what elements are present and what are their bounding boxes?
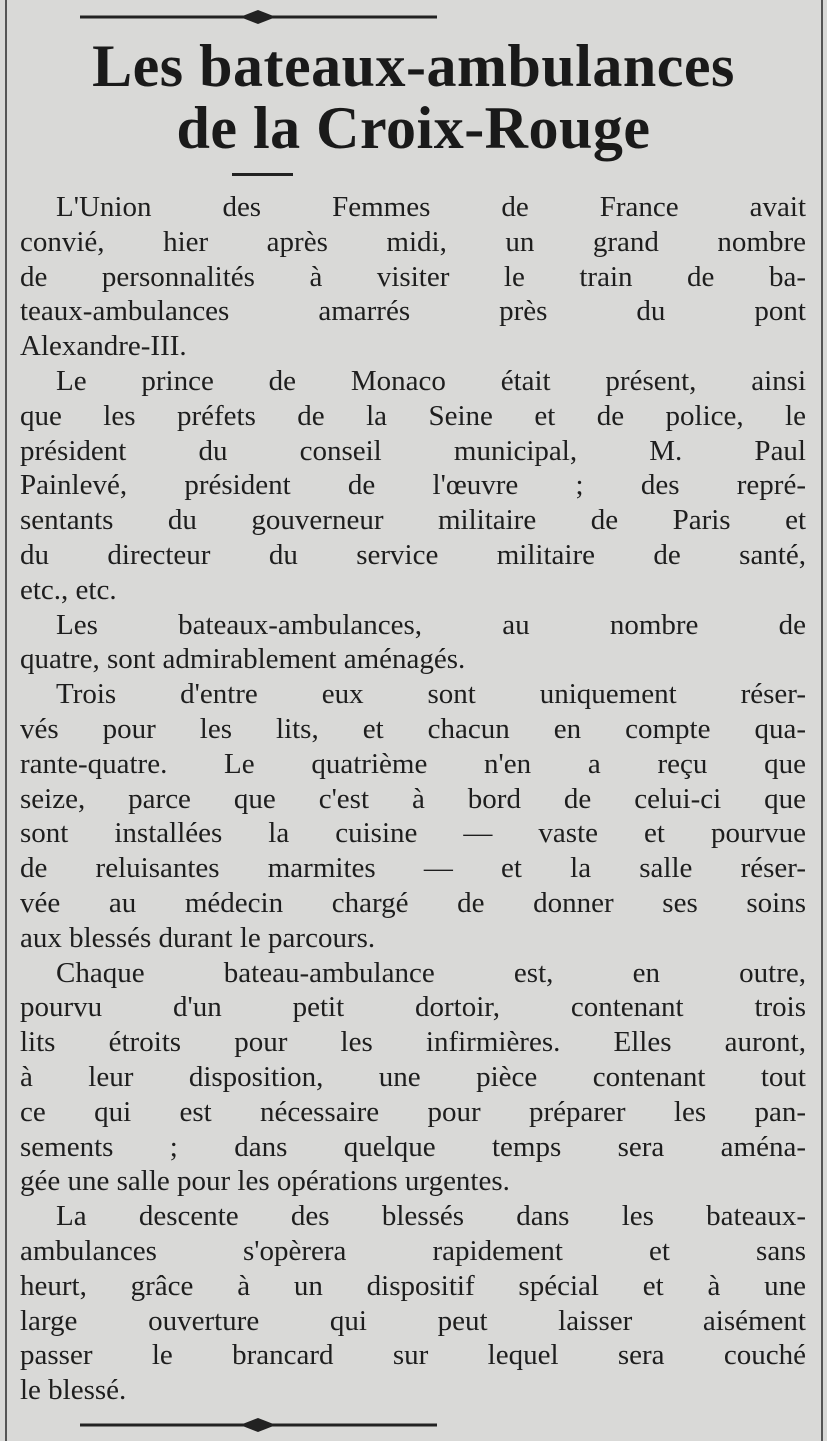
text-line: Les bateaux-ambulances, au nombre de (56, 608, 806, 641)
paragraph (20, 190, 806, 364)
column-rule-left (5, 0, 7, 1441)
text-line: heurt, grâce à un dispositif spécial et à une (20, 1269, 806, 1302)
text-line: vée au médecin chargé de donner ses soins (20, 886, 806, 919)
text-line: vés pour les lits, et chacun en compte qua- (20, 712, 806, 745)
text-line: pourvu d'un petit dortoir, contenant trois (20, 991, 806, 1024)
paragraph (20, 608, 806, 678)
text-line: de reluisantes marmites — et la salle réser- (20, 852, 806, 885)
text-line: seize, parce que c'est à bord de celui-ci que (20, 782, 806, 815)
text-line: large ouverture qui peut laisser aisément (20, 1304, 806, 1337)
text-line: Chaque bateau-ambulance est, en outre, (56, 956, 806, 989)
text-line: rante-quatre. Le quatrième n'en a reçu que (20, 747, 806, 780)
text-line: passer le brancard sur lequel sera couché (20, 1339, 806, 1372)
text-line: teaux-ambulances amarrés près du pont (20, 295, 806, 328)
text-line: le blessé. (20, 1374, 127, 1407)
headline-divider (232, 173, 293, 176)
text-line: convié, hier après midi, un grand nombre (20, 225, 806, 258)
text-line: ambulances s'opèrera rapidement et sans (20, 1234, 806, 1267)
text-line: lits étroits pour les infirmières. Elles auront, (20, 1026, 806, 1059)
bottom-ornament-rule (80, 1418, 437, 1432)
text-line: Alexandre-III. (20, 330, 187, 363)
column-rule-right (821, 0, 823, 1441)
paragraph (20, 1199, 806, 1408)
text-line: L'Union des Femmes de France avait (56, 191, 806, 223)
headline-line-1: Les bateaux-ambulances (92, 33, 735, 99)
text-line: Trois d'entre eux sont uniquement réser- (56, 678, 806, 711)
text-line: aux blessés durant le parcours. (20, 921, 376, 954)
text-line: président du conseil municipal, M. Paul (20, 434, 806, 467)
headline-line-2: de la Croix-Rouge (176, 95, 651, 161)
text-line: quatre, sont admirablement aménagés. (20, 643, 466, 676)
paragraph (20, 956, 806, 1200)
text-line: gée une salle pour les opérations urgentes. (20, 1165, 510, 1198)
text-line: du directeur du service militaire de santé, (20, 538, 806, 571)
text-line: que les préfets de la Seine et de police, le (20, 399, 806, 432)
text-line: de personnalités à visiter le train de ba- (20, 260, 806, 293)
paragraph (20, 364, 806, 608)
text-line: La descente des blessés dans les bateaux- (56, 1200, 806, 1233)
text-line: ce qui est nécessaire pour préparer les pan- (20, 1095, 806, 1128)
top-ornament-rule (80, 10, 437, 24)
text-line: Le prince de Monaco était présent, ainsi (56, 364, 806, 397)
paragraph (20, 677, 806, 955)
text-line: sements ; dans quelque temps sera aména- (20, 1130, 806, 1163)
text-line: sentants du gouverneur militaire de Paris et (20, 504, 806, 537)
text-line: sont installées la cuisine — vaste et pourvue (20, 817, 806, 850)
article-body (20, 190, 806, 1408)
text-line: à leur disposition, une pièce contenant tout (20, 1060, 806, 1093)
text-line: Painlevé, président de l'œuvre ; des repré- (20, 469, 806, 502)
text-line: etc., etc. (20, 573, 117, 606)
